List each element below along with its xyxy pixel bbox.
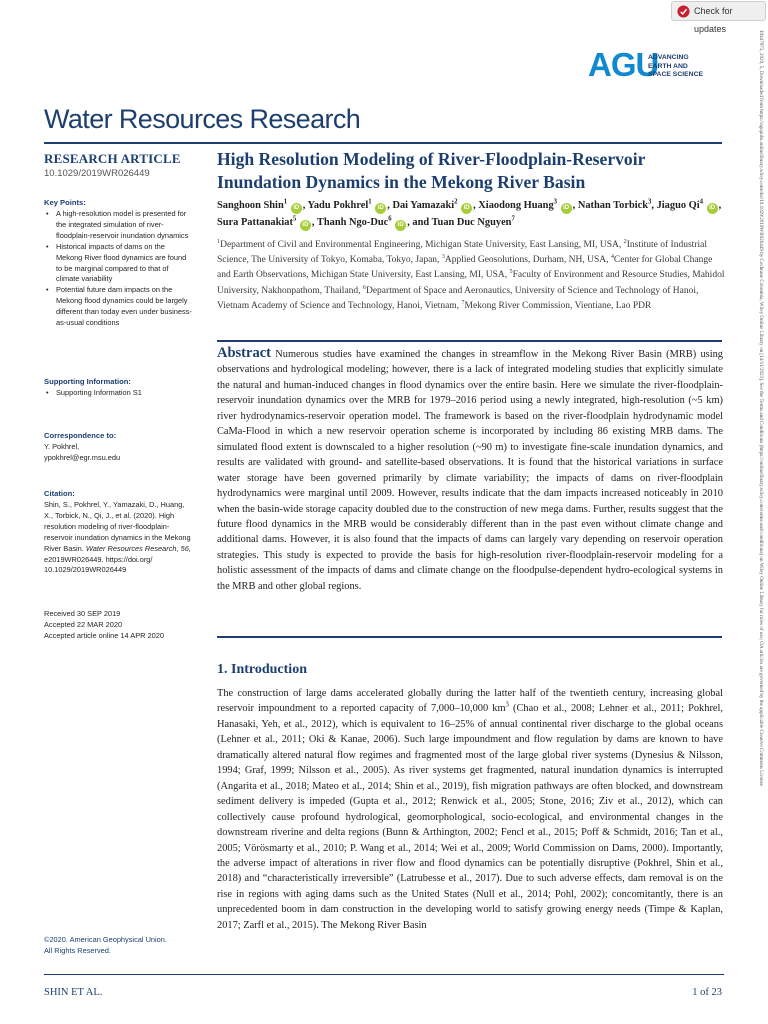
correspondence-email[interactable]: ypokhrel@egr.msu.edu	[44, 452, 121, 462]
correspondence-heading: Correspondence to:	[44, 431, 117, 440]
agu-logo-tagline	[648, 54, 703, 80]
author-name: Nathan Torbick	[577, 200, 649, 211]
agu-tagline-line: SPACE SCIENCE	[648, 71, 704, 79]
orcid-icon[interactable]: iD	[291, 203, 302, 214]
orcid-icon[interactable]: iD	[461, 203, 472, 214]
introduction-paragraph	[217, 686, 723, 933]
author	[478, 200, 578, 211]
affiliation-number: 3	[441, 254, 445, 261]
author-separator: ,	[302, 200, 308, 211]
date-online: Accepted article online 14 APR 2020	[44, 630, 164, 640]
author-name: Xiaodong Huang	[478, 200, 554, 211]
author-separator: ,	[387, 200, 393, 211]
author-name: Yadu Pokhrel	[307, 200, 369, 211]
citation-heading: Citation:	[44, 489, 75, 498]
intro-text-part: (Chao et al., 2008; Lehner et al., 2011; Pokhrel, Hanasaki, Yeh, et al., 2012), which is equivalent to 16–25% of annual continental river discharge to the global oceans (Lehner et al., 2011; Oki & Kanae, 2006). Such large impoundment and flow regulation by dams are known to have dramatically altered natural flow regimes and fragmented most of the large global river systems (Dynesius & Nilsson, 1994; Graf, 1999; Nilsson et al., 2005). As river systems get fragmented, natural inundation dynamics is interrupted (Angarita et al., 2018; Mateo et al., 2014; Shin et al., 2019), fish migration pathways are often blocked, and downstream sediment delivery is impeded (Gupta et al., 2012; Renwick et al., 2005; Stone, 2016; Ziv et al., 2012), which can collectively cause profound hydrological, geomorphological, socio-ecological, and environmental changes in the downstream riverine and delta regions (Bunn & Arthington, 2002; Fencl et al., 2015; Poff & Schmidt, 2016; Tan et al., 2005; Vörösmarty et al., 2010; P. Wang et al., 2014; Wei et al., 2009; World Commission on Dams, 2000). Importantly, the adverse impact of alterations in river flow and flood dynamics can be potentially disruptive (Pokhrel, Shin et al., 2018) and “characteristically irreversible” (Latrubesse et al., 2017). Due to such adverse effects, dam removal is on the rise in regions with aging dams such as the United States (Null et al., 2014; Pohl, 2002); concomitantly, there is an unprecedented boom in dam construction in the developing world to satisfy growing energy needs (Timpe & Kaplan, 2017; Zarfl et al., 2015). The Mekong River Basin	[217, 703, 723, 931]
agu-tagline-line: EARTH AND	[648, 62, 688, 70]
author	[657, 200, 722, 211]
correspondence-block	[44, 442, 194, 464]
article-title: High Resolution Modeling of River-Floodplain-Reservoir Inundation Dynamics in the Mekong River Basin	[217, 149, 646, 192]
author	[432, 217, 515, 228]
supporting-info-link[interactable]: • Supporting Information S1	[44, 388, 204, 399]
download-watermark	[744, 30, 764, 1015]
abstract-block	[217, 346, 723, 594]
affiliation-number: 6	[362, 284, 366, 291]
key-points-heading: Key Points:	[44, 198, 86, 207]
copyright-notice	[44, 935, 204, 957]
key-point-item: • A high-resolution model is presented for the integrated simulation of river-floodplain-reservoir inundation dynamics	[44, 209, 192, 242]
author	[217, 200, 308, 211]
footer-rule	[44, 974, 724, 975]
author-affiliation-number: 6	[388, 215, 392, 223]
author	[392, 200, 478, 211]
author-separator: ,	[311, 216, 317, 228]
author-name: Tuan Duc Nguyen	[431, 216, 512, 228]
author-affiliation-number: 4	[699, 198, 703, 206]
affiliation-text: Applied Geosolutions, Durham, NH, USA,	[444, 255, 611, 266]
supporting-info-list	[44, 388, 204, 399]
author	[308, 200, 393, 211]
check-for-updates-button[interactable]	[671, 1, 766, 34]
citation-journal: Water Resources Research, 56,	[85, 543, 191, 553]
copyright-line: ©2020. American Geophysical Union.	[44, 935, 167, 944]
header-rule	[44, 142, 722, 144]
affiliation-number: 5	[509, 269, 513, 276]
author-separator: ,	[473, 200, 479, 211]
copyright-line: All Rights Reserved.	[44, 945, 111, 955]
citation-doi[interactable]: e2019WR026449. https://doi.org/ 10.1029/2019WR026449	[44, 554, 153, 575]
affiliation-text: Mekong River Commission, Vientiane, Lao PDR	[464, 300, 652, 311]
orcid-icon[interactable]: iD	[375, 203, 386, 214]
author	[317, 217, 432, 228]
affiliation-number: 7	[461, 299, 465, 306]
citation-text	[44, 500, 194, 576]
date-received: Received 30 SEP 2019	[44, 609, 121, 618]
date-accepted: Accepted 22 MAR 2020	[44, 619, 123, 629]
intro-text-part: The construction of large dams accelerated globally during the latter half of the twentieth century, increasing global reservoir impoundment to a reported capacity of 7,000–10,000 km	[217, 688, 723, 715]
agu-logo	[588, 46, 738, 84]
orcid-icon[interactable]: iD	[561, 203, 572, 214]
article-dates	[44, 609, 204, 642]
affiliations	[217, 238, 727, 314]
abstract-bottom-rule	[217, 636, 722, 638]
journal-title: Water Resources Research	[44, 104, 361, 134]
author-name: Dai Yamazaki	[392, 200, 455, 211]
footer-page-number: 1 of 23	[692, 987, 722, 998]
author-separator: ,	[718, 200, 722, 211]
author-affiliation-number: 7	[511, 215, 515, 223]
agu-logo-word: AGU	[588, 46, 659, 83]
article-doi[interactable]: 10.1029/2019WR026449	[44, 168, 150, 179]
article-type: RESEARCH ARTICLE	[44, 151, 181, 166]
author-affiliation-number: 1	[368, 198, 372, 206]
abstract-top-rule	[217, 340, 722, 342]
key-point-item: • Potential future dam impacts on the Mekong flood dynamics could be largely different than today even under business-as-usual conditions	[44, 285, 192, 329]
affiliation-text: Faculty of Environment and Resource Studies, Mahidol University, Nakhonpathom, Thailand,	[217, 270, 725, 296]
author-name: Sura Pattanakiat	[217, 216, 293, 228]
intro-superscript: 3	[505, 701, 509, 709]
affiliation-number: 1	[217, 238, 221, 245]
affiliation-number: 2	[623, 238, 627, 245]
key-points-list	[44, 209, 192, 329]
author-list	[217, 198, 727, 231]
author-affiliation-number: 1	[283, 198, 288, 206]
author-name: Jiaguo Qi	[656, 200, 700, 211]
affiliation-text: Department of Civil and Environmental Engineering, Michigan State University, East Lansing, MI, USA,	[220, 240, 624, 250]
check-for-updates-icon	[677, 5, 690, 18]
orcid-icon[interactable]: iD	[707, 203, 718, 214]
author-affiliation-number: 2	[454, 198, 458, 206]
citation-body: Shin, S., Pokhrel, Y., Yamazaki, D., Huang, X., Torbick, N., Qi, J., et al. (2020). High resolution modeling of river-floodplain-reservoir inundation dynamics in the Mekong River Basin.	[44, 500, 191, 553]
abstract-label: Abstract	[217, 345, 271, 361]
footer-running-author: SHIN ET AL.	[44, 987, 103, 998]
author-affiliation-number: 5	[292, 215, 297, 223]
author-separator: ,	[572, 200, 578, 211]
affiliation-number: 4	[610, 254, 614, 261]
author-separator: ,	[651, 200, 657, 211]
supporting-info-heading: Supporting Information:	[44, 377, 131, 386]
section-heading-introduction: 1. Introduction	[217, 662, 307, 677]
download-watermark-text: 19447973, 2020, 5, Downloaded from https://agupubs.onlinelibrary.wiley.com/doi/10.1029/2019WR026449 by Cochrane Colombia, Wiley Online Library on [14/11/2023]. See the Terms and Conditions (https://onlinelibrary.wiley.com/terms-and-conditions) on Wiley Online Library for rules of use; OA articles are governed by the applicable Creative Commons License	[758, 30, 764, 786]
correspondence-name: Y. Pokhrel,	[44, 442, 80, 451]
check-for-updates-label: Check for updates	[694, 6, 733, 34]
author-affiliation-number: 3	[553, 198, 558, 206]
key-point-item: • Historical impacts of dams on the Mekong River flood dynamics are found to be marginal compared to that of climate variability	[44, 242, 192, 286]
abstract-text: Numerous studies have examined the changes in streamflow in the Mekong River Basin (MRB) using observations and hydrological modeling; however, there is a lack of integrated modeling studies that explicitly simulate the natural and human-induced changes in flood dynamics over the entire basin. Here we simulate the river-floodplain-reservoir inundation dynamics over the MRB for 1979–2016 period using a newly integrated, high-resolution (~5 km) river hydrodynamics-reservoir operation model. The framework is based on the river-floodplain hydrodynamic model CaMa-Flood in which a new reservoir operation scheme is incorporated by including 86 existing MRB dams. The simulated flood extent is downscaled to a higher resolution (~90 m) to investigate fine-scale inundation dynamics, and results are validated with ground- and satellite-based observations. It is found that the historical variations in surface water storage have been governed primarily by climate variability; the impacts of dams on river-floodplain hydrodynamics were marginal until 2009. However, results indicate that the dam impacts increased noticeably in 2010 when the basin-wide storage capacity doubled due to the construction of new mega dams. Further, results suggest that the future flood dynamics in the MRB would be considerably different than in the past even without climate change and additional dams. However, it is also found that the impacts of dams can largely vary depending on reservoir operation strategies. This study is expected to provide the basis for high-resolution river-floodplain-reservoir modeling for a holistic assessment of the impacts of dams and climate change on the floodpulse-dependent hydro-ecological systems in the MRB and other global regions.	[217, 349, 723, 592]
author-separator: , and	[407, 216, 432, 228]
affiliation-text: Department of Space and Aeronautics, University of Science and Technology of Hanoi, Vietnam Academy of Science and Technology, Hanoi, Vietnam,	[217, 285, 699, 311]
orcid-icon[interactable]: iD	[395, 220, 406, 231]
affiliation-text: Center for Global Change and Earth Observations, Michigan State University, East Lansing, MI, USA,	[217, 255, 713, 281]
author-name: Thanh Ngo-Duc	[316, 216, 389, 228]
affiliation-text: Institute of Industrial Science, The University of Tokyo, Komaba, Tokyo, Japan,	[217, 240, 707, 266]
orcid-icon[interactable]: iD	[300, 220, 311, 231]
author-affiliation-number: 3	[648, 198, 652, 206]
author-name: Sanghoon Shin	[217, 200, 284, 211]
author	[578, 200, 657, 211]
author	[217, 217, 317, 228]
agu-tagline-line: ADVANCING	[648, 54, 689, 61]
